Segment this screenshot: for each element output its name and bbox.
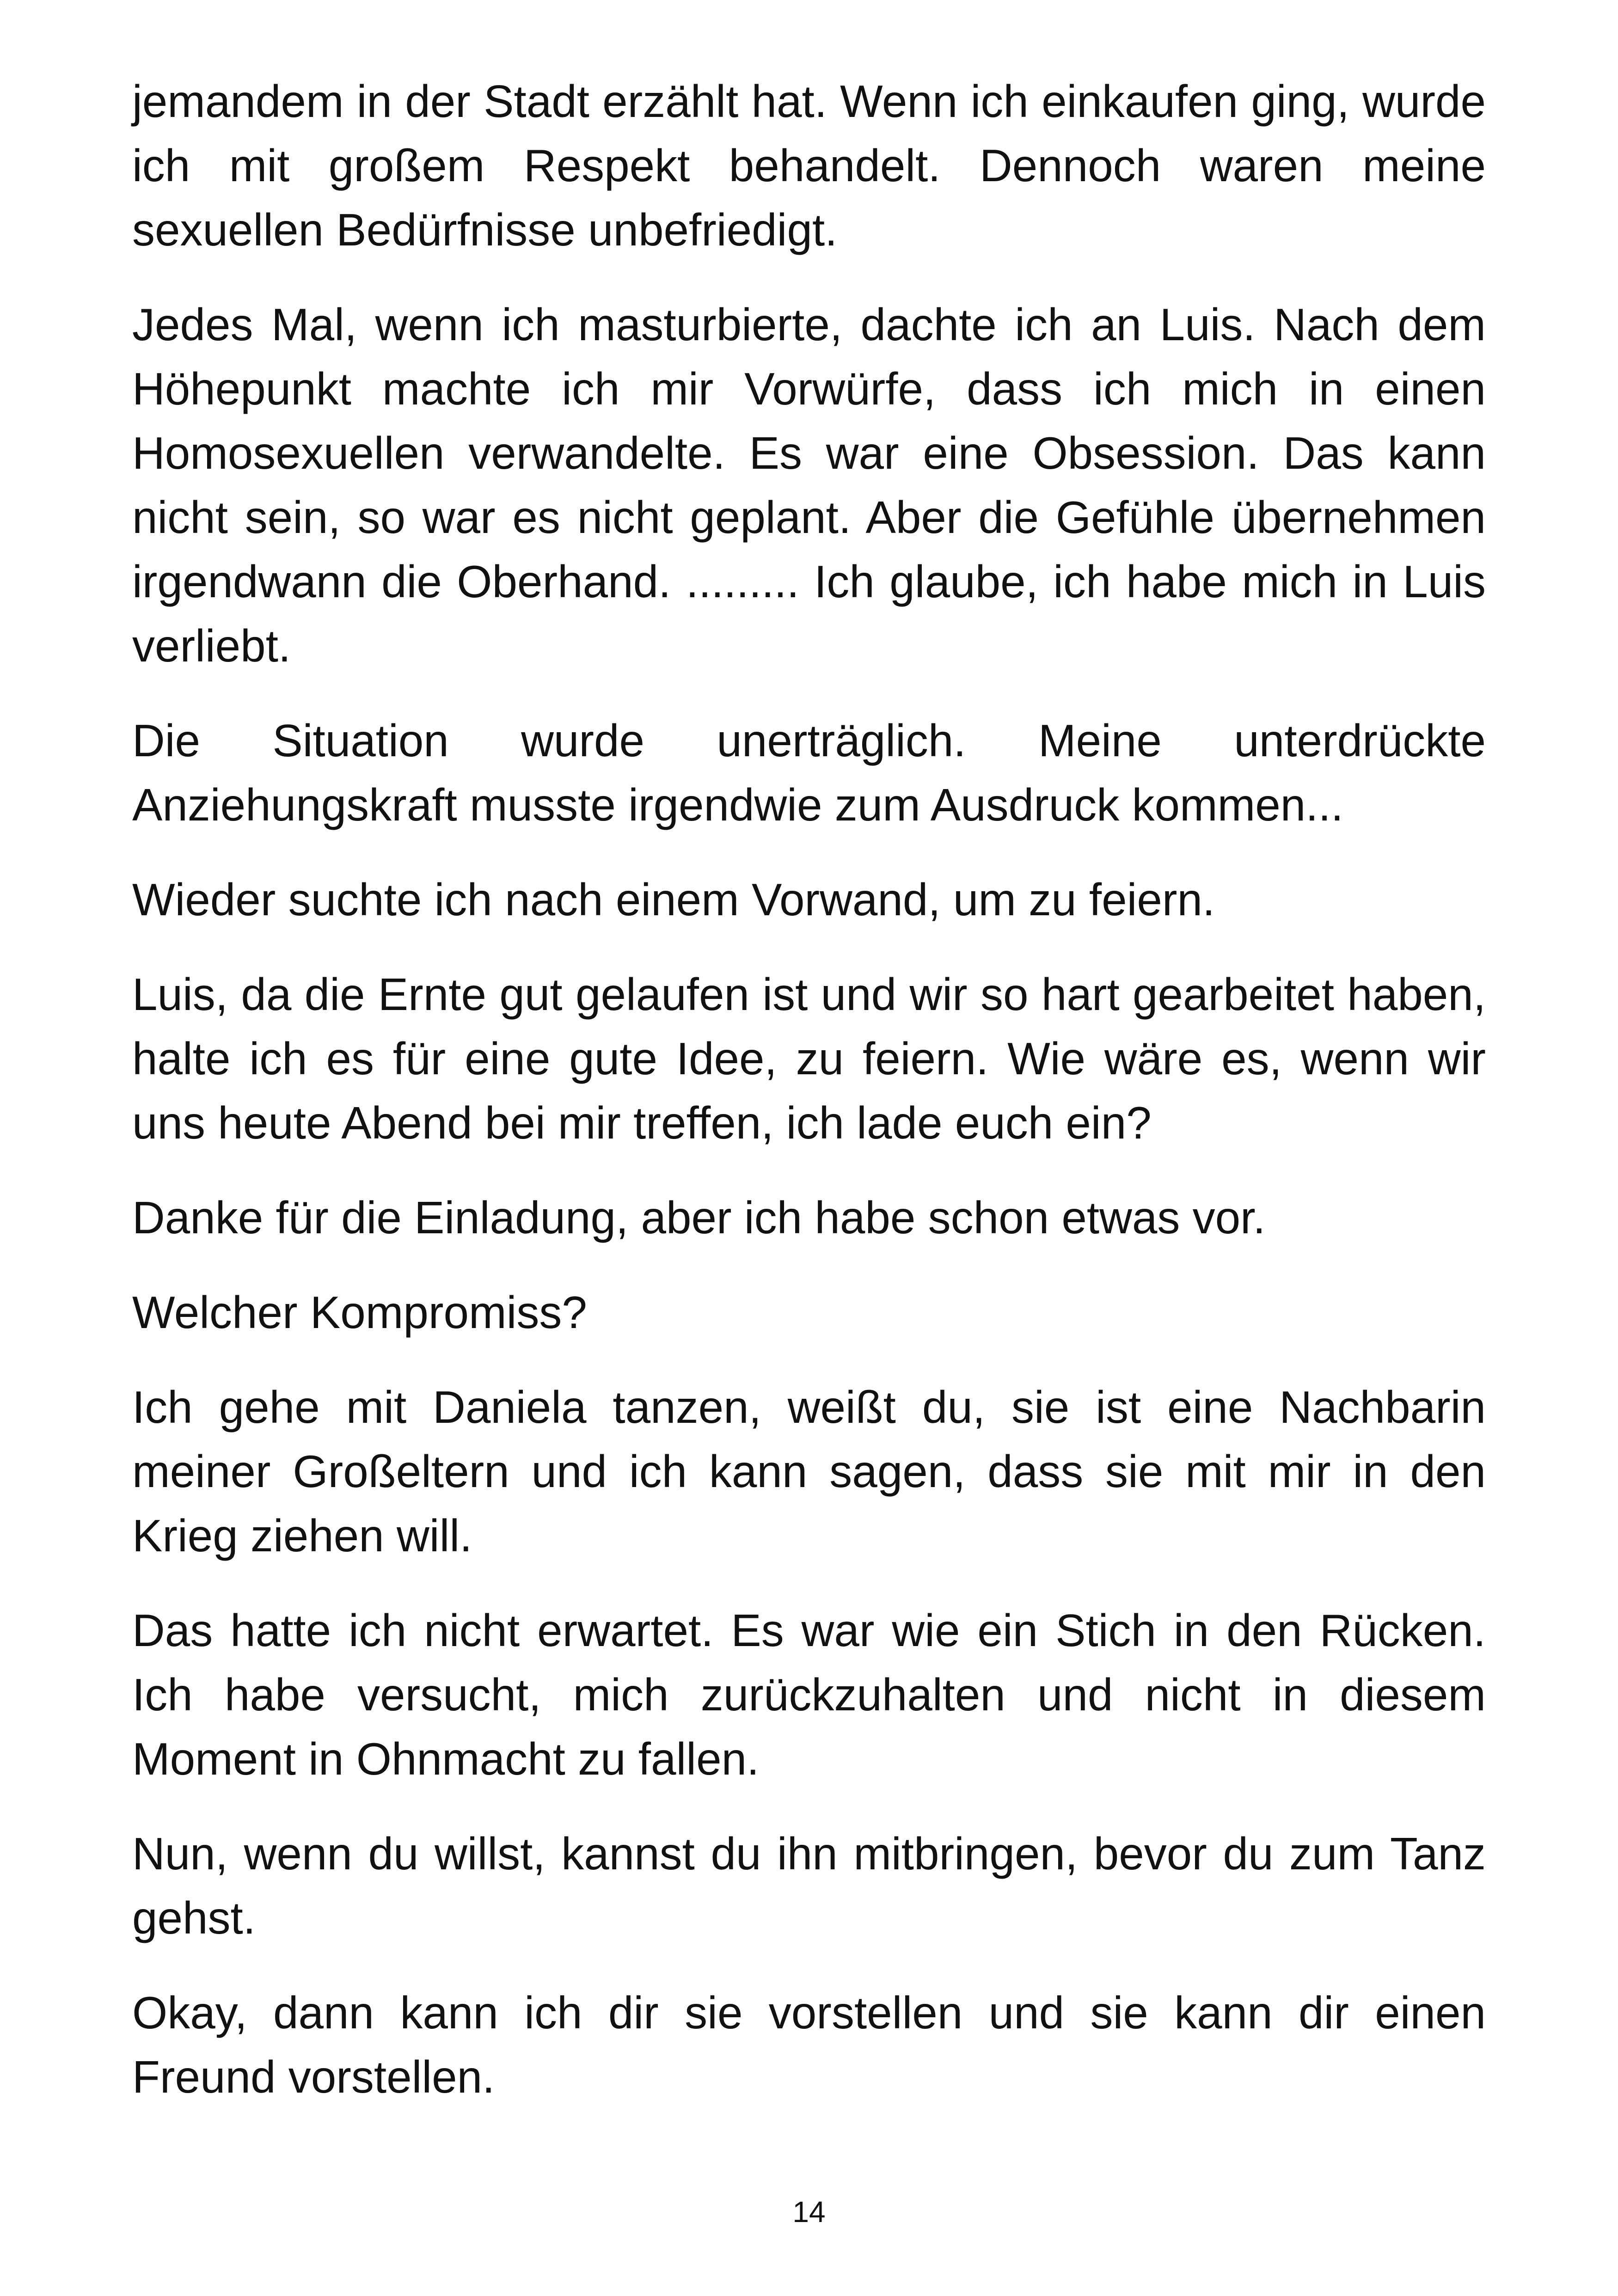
paragraph: Wieder suchte ich nach einem Vorwand, um zu feiern. bbox=[132, 874, 1215, 925]
paragraph: Danke für die Einladung, aber ich habe schon etwas vor. bbox=[132, 1192, 1266, 1243]
paragraph: Die Situation wurde unerträglich. Meine unterdrückte Anziehungskraft musste irgendwie zum Ausdruck kommen... bbox=[132, 715, 1486, 830]
paragraph: Nun, wenn du willst, kannst du ihn mitbringen, bevor du zum Tanz gehst. bbox=[132, 1828, 1486, 1943]
paragraph: Luis, da die Ernte gut gelaufen ist und wir so hart gearbeitet haben, halte ich es für eine gute Idee, zu feiern. Wie wäre es, wenn wir uns heute Abend bei mir treffen, ich lade euch ein? bbox=[132, 969, 1486, 1148]
body-text bbox=[132, 69, 1486, 2140]
paragraph: Jedes Mal, wenn ich masturbierte, dachte ich an Luis. Nach dem Höhepunkt machte ich mir Vorwürfe, dass ich mich in einen Homosexuellen verwandelte. Es war eine Obsession. Das kann nicht sein, so war es nicht geplant. Aber die Gefühle übernehmen irgendwann die Oberhand. ......... Ich glaube, ich habe mich in Luis verliebt. bbox=[132, 299, 1486, 671]
paragraph: Das hatte ich nicht erwartet. Es war wie ein Stich in den Rücken. Ich habe versucht, mich zurückzuhalten und nicht in diesem Moment in Ohnmacht zu fallen. bbox=[132, 1605, 1486, 1784]
paragraph: Ich gehe mit Daniela tanzen, weißt du, sie ist eine Nachbarin meiner Großeltern und ich kann sagen, dass sie mit mir in den Krieg ziehen will. bbox=[132, 1382, 1486, 1561]
paragraph: Welcher Kompromiss? bbox=[132, 1287, 587, 1338]
page-number: 14 bbox=[792, 2195, 826, 2229]
paragraph: Okay, dann kann ich dir sie vorstellen und sie kann dir einen Freund vorstellen. bbox=[132, 1987, 1486, 2102]
paragraph: jemandem in der Stadt erzählt hat. Wenn ich einkaufen ging, wurde ich mit großem Respekt behandelt. Dennoch waren meine sexuellen Bedürfnisse unbefriedigt. bbox=[132, 76, 1486, 255]
